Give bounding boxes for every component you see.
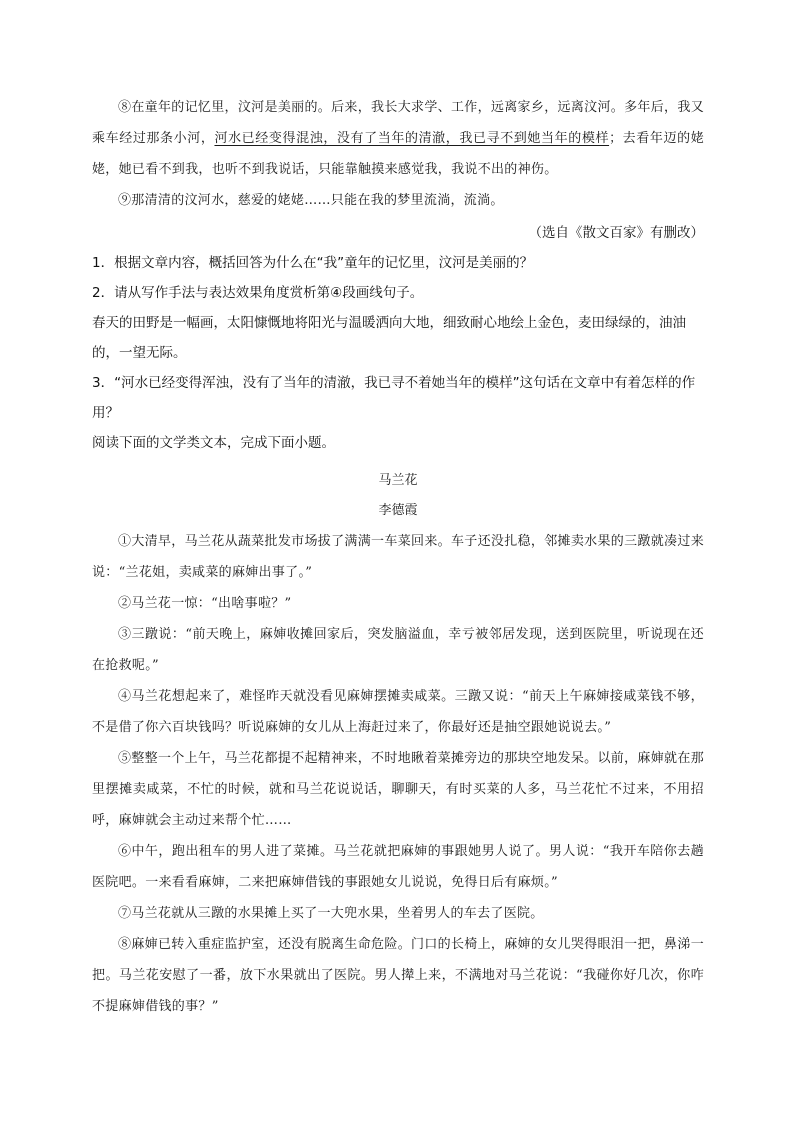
story-paragraph-2: ②马兰花一惊：“出啥事啦？” bbox=[118, 596, 292, 611]
question-2: 2．请从写作手法与表达效果角度赏析第④段画线句子。 bbox=[92, 285, 424, 301]
document-page bbox=[92, 92, 704, 1022]
p8-underlined-sentence: 河水已经变得混浊，没有了当年的清澈，我已寻不到她当年的模样 bbox=[214, 131, 610, 146]
story-paragraph-6: ⑥中午，跑出租车的男人进了菜摊。马兰花就把麻婶的事跟她男人说了。男人说：“我开车陪你去趟医院吧。一来看看麻婶，二来把麻婶借钱的事跟她女儿说说，免得日后有麻烦。” bbox=[92, 844, 704, 890]
p8-text-before: ⑧在童年的记忆里，汶河是美丽的。后来，我长大求学、工作，远离家乡，远离汶河。多年后，我又乘车经过那条小河， bbox=[92, 100, 704, 146]
p8-text-after: ；去看年迈的姥姥，她已看不到我，也听不到我说话，只能靠触摸来感觉我，我说不出的神伤。 bbox=[92, 131, 705, 177]
story-paragraph-7: ⑦马兰花就从三蹾的水果摊上买了一大兜水果，坐着男人的车去了医院。 bbox=[118, 906, 544, 921]
story-title: 马兰花 bbox=[378, 473, 418, 488]
passage1-paragraph-8 bbox=[92, 92, 704, 185]
question-1: 1．根据文章内容，概括回答为什么在“我”童年的记忆里，汶河是美丽的？ bbox=[92, 255, 534, 271]
story-paragraph-3: ③三蹾说：“前天晚上，麻婶收摊回家后，突发脑溢血，幸亏被邻居发现，送到医院里，听说现在还在抢救呢。” bbox=[92, 627, 704, 673]
story-paragraph-4: ④马兰花想起来了，难怪昨天就没看见麻婶摆摊卖咸菜。三蹾又说：“前天上午麻婶接咸菜钱不够，不是借了你六百块钱吗？听说麻婶的女儿从上海赶过来了，你最好还是抽空跟她说说去。” bbox=[92, 689, 704, 735]
story-paragraph-5: ⑤整整一个上午，马兰花都提不起精神来，不时地瞅着菜摊旁边的那块空地发呆。以前，麻婶就在那里摆摊卖咸菜，不忙的时候，就和马兰花说说话，聊聊天，有时买菜的人多，马兰花忙不过来，不用招呼，麻婶就会主动过来帮个忙…… bbox=[92, 751, 704, 828]
story-paragraph-8: ⑧麻婶已转入重症监护室，还没有脱离生命危险。门口的长椅上，麻婶的女儿哭得眼泪一把，鼻涕一把。马兰花安慰了一番，放下水果就出了医院。男人撵上来，不满地对马兰花说：“我碰你好几次，你咋不提麻婶借钱的事？” bbox=[92, 937, 704, 1014]
passage1-paragraph-9: ⑨那清清的汶河水，慈爱的姥姥……只能在我的梦里流淌，流淌。 bbox=[118, 193, 504, 208]
source-citation: （选自《散文百家》有删改） bbox=[528, 225, 704, 241]
reading-instruction: 阅读下面的文学类文本，完成下面小题。 bbox=[92, 435, 335, 451]
question-3: 3．“河水已经变得浑浊，没有了当年的清澈，我已寻不着她当年的模样”这句话在文章中有着怎样的作用？ bbox=[92, 375, 696, 421]
story-author: 李德霞 bbox=[378, 503, 418, 518]
story-paragraph-1: ①大清早，马兰花从蔬菜批发市场拔了满满一车菜回来。车子还没扎稳，邻摊卖水果的三蹾就凑过来说：“兰花姐，卖咸菜的麻婶出事了。” bbox=[92, 534, 704, 580]
question-2-quote: 春天的田野是一幅画，太阳慷慨地将阳光与温暖洒向大地，细致耐心地绘上金色，麦田绿绿的，油油的，一望无际。 bbox=[92, 315, 686, 361]
